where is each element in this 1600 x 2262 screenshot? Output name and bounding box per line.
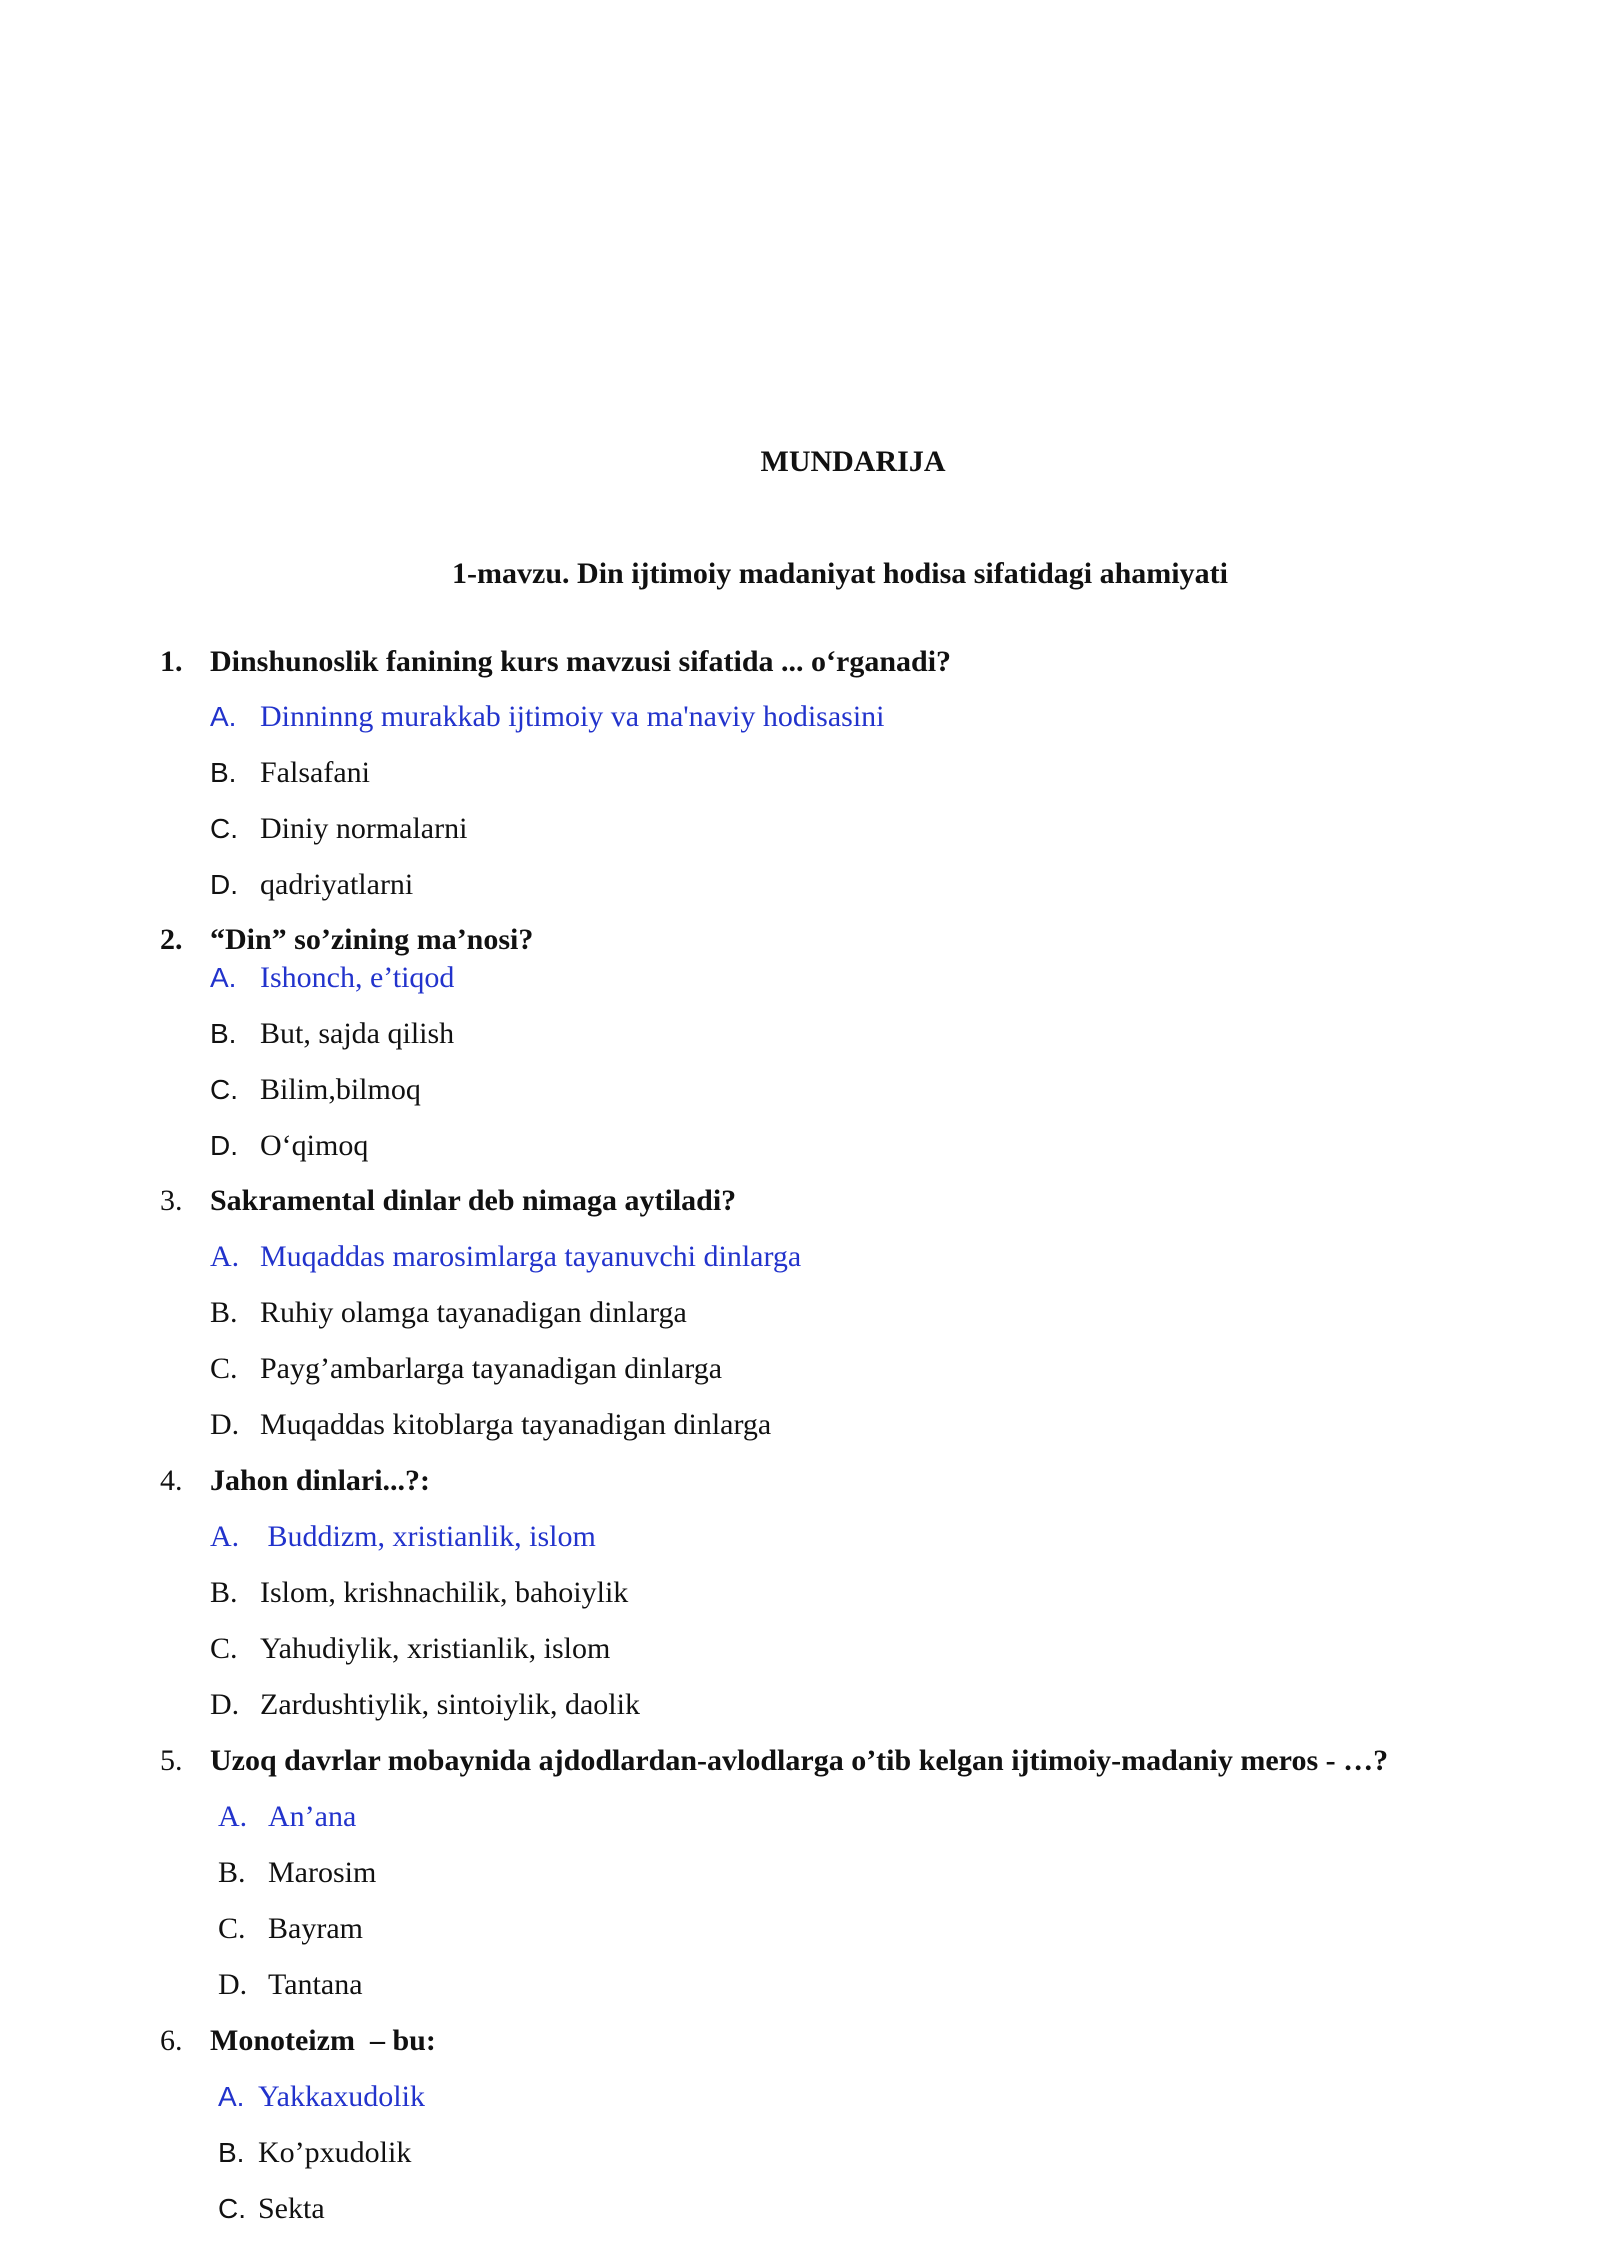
- question-text: Jahon dinlari...?:: [210, 1464, 431, 1497]
- option-text: Dinninng murakkab ijtimoiy va ma'naviy hodisasini: [260, 700, 885, 733]
- answer-option: [218, 1853, 376, 1893]
- option-letter: A.: [210, 701, 237, 732]
- option-text: Ko’pxudolik: [258, 2136, 412, 2169]
- option-text: Diniy normalarni: [260, 812, 468, 845]
- option-text: Yakkaxudolik: [258, 2080, 425, 2113]
- option-letter: B.: [210, 757, 237, 788]
- answer-option: [210, 697, 885, 737]
- answer-option: [210, 1517, 596, 1557]
- option-letter: A.: [210, 962, 237, 993]
- question-6: [160, 2021, 436, 2061]
- option-text: Ruhiy olamga tayanadigan dinlarga: [260, 1296, 687, 1329]
- question-1: [160, 642, 951, 682]
- option-text: But, sajda qilish: [260, 1017, 455, 1050]
- answer-option: [210, 1293, 687, 1333]
- question-text: Dinshunoslik fanining kurs mavzusi sifatida ... o‘rganadi?: [210, 645, 952, 678]
- option-letter: D.: [210, 869, 238, 900]
- option-text: Ishonch, e’tiqod: [260, 961, 455, 994]
- topic-title: 1-mavzu. Din ijtimoiy madaniyat hodisa sifatidagi ahamiyati: [452, 557, 1228, 590]
- option-letter: D.: [210, 1130, 238, 1161]
- option-letter: A.: [210, 1240, 240, 1273]
- answer-option: [210, 1237, 801, 1277]
- question-number: 6.: [160, 2024, 183, 2057]
- answer-option: [210, 1014, 454, 1054]
- question-3: [160, 1181, 736, 1221]
- answer-option: [210, 1573, 628, 1613]
- option-text: Islom, krishnachilik, bahoiylik: [260, 1576, 629, 1609]
- option-letter: B.: [218, 1856, 246, 1889]
- option-letter: A.: [218, 1800, 248, 1833]
- answer-option: [210, 753, 370, 793]
- question-number: 4.: [160, 1464, 183, 1497]
- option-letter: B.: [210, 1576, 238, 1609]
- question-4: [160, 1461, 430, 1501]
- option-letter: C.: [218, 2193, 246, 2224]
- option-text: An’ana: [268, 1800, 357, 1833]
- option-letter: D.: [218, 1968, 248, 2001]
- option-letter: C.: [210, 1352, 238, 1385]
- question-number: 3.: [160, 1184, 183, 1217]
- option-text: Payg’ambarlarga tayanadigan dinlarga: [260, 1352, 723, 1385]
- answer-option: [218, 2189, 325, 2229]
- question-text: Monoteizm – bu:: [210, 2024, 436, 2057]
- answer-option: [210, 1126, 368, 1166]
- option-letter: B.: [210, 1018, 237, 1049]
- option-text: Yahudiylik, xristianlik, islom: [260, 1632, 611, 1665]
- answer-option: [210, 1685, 640, 1725]
- answer-option: [210, 1349, 722, 1389]
- answer-option: [218, 2133, 411, 2173]
- option-text: qadriyatlarni: [260, 868, 414, 901]
- option-letter: C.: [210, 813, 238, 844]
- option-letter: D.: [210, 1408, 240, 1441]
- answer-option: [210, 958, 454, 998]
- answer-option: [218, 1965, 363, 2005]
- option-text: Falsafani: [260, 756, 370, 789]
- option-text: Buddizm, xristianlik, islom: [260, 1520, 596, 1553]
- option-letter: A.: [218, 2081, 245, 2112]
- question-5: [160, 1741, 1388, 1781]
- option-text: Muqaddas marosimlarga tayanuvchi dinlarga: [260, 1240, 802, 1273]
- option-letter: C.: [218, 1912, 246, 1945]
- option-letter: C.: [210, 1632, 238, 1665]
- question-number: 5.: [160, 1744, 183, 1777]
- option-text: Bayram: [268, 1912, 363, 1945]
- option-text: O‘qimoq: [260, 1129, 369, 1162]
- question-number: 1.: [160, 645, 183, 678]
- option-letter: D.: [210, 1688, 240, 1721]
- answer-option: [210, 865, 413, 905]
- option-letter: A.: [210, 1520, 240, 1553]
- option-text: Zardushtiylik, sintoiylik, daolik: [260, 1688, 640, 1721]
- option-letter: B.: [218, 2137, 245, 2168]
- question-text: Sakramental dinlar deb nimaga aytiladi?: [210, 1184, 737, 1217]
- answer-option: [210, 1405, 771, 1445]
- option-text: Bilim,bilmoq: [260, 1073, 421, 1106]
- option-text: Sekta: [258, 2192, 325, 2225]
- option-text: Muqaddas kitoblarga tayanadigan dinlarga: [260, 1408, 772, 1441]
- question-text: Uzoq davrlar mobaynida ajdodlardan-avlodlarga o’tib kelgan ijtimoiy-madaniy meros - …?: [210, 1744, 1389, 1777]
- option-text: Marosim: [268, 1856, 377, 1889]
- page-title: MUNDARIJA: [760, 445, 946, 478]
- option-letter: C.: [210, 1074, 238, 1105]
- answer-option: [210, 809, 467, 849]
- option-text: Tantana: [268, 1968, 363, 2001]
- question-text: “Din” so’zining ma’nosi?: [210, 923, 534, 956]
- option-letter: B.: [210, 1296, 238, 1329]
- answer-option: [210, 1070, 421, 1110]
- question-2: [160, 920, 533, 960]
- question-number: 2.: [160, 923, 183, 956]
- answer-option: [210, 1629, 610, 1669]
- answer-option: [218, 1909, 363, 1949]
- answer-option: [218, 1797, 356, 1837]
- answer-option: [218, 2077, 425, 2117]
